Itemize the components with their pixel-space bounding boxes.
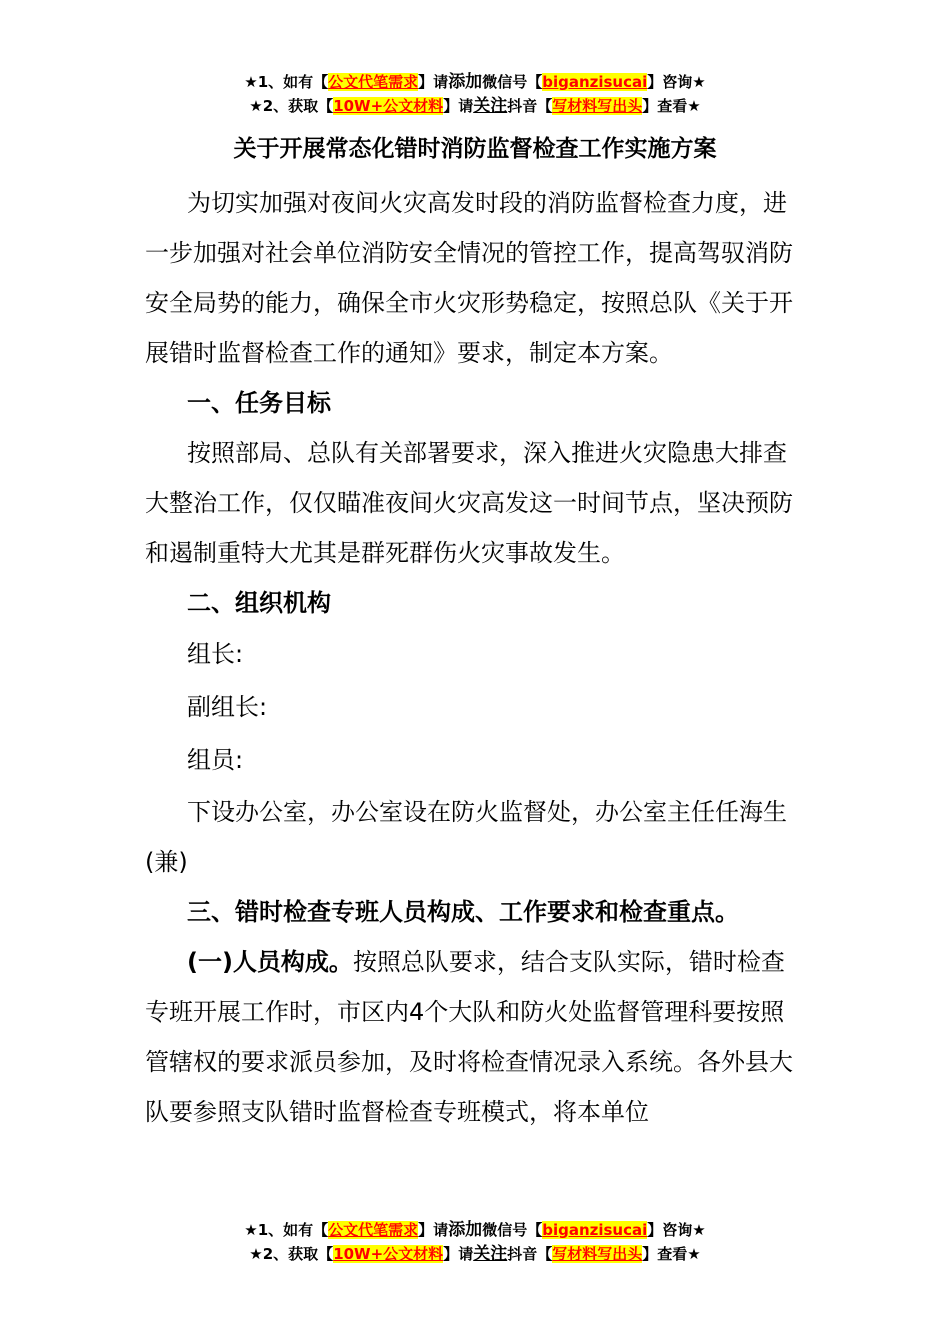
bottom-notice [0, 1218, 950, 1266]
intro-paragraph: 为切实加强对夜间火灾高发时段的消防监督检查力度，进一步加强对社会单位消防安全情况的管控工作，提高驾驭消防安全局势的能力，确保全市火灾形势稳定，按照总队《关于开展错时监督检查工作的通知》要求，制定本方案。 [145, 189, 793, 367]
notice-highlight: biganzisucai [542, 1221, 648, 1239]
subsection-text: 按照总队要求，结合支队实际，错时检查专班开展工作时，市区内4个大队和防火处监督管理科要按照管辖权的要求派员参加，及时将检查情况录入系统。各外县大队要参照支队错时监督检查专班模式，将本单位 [145, 948, 793, 1126]
notice-text: 微信号【 [482, 73, 543, 91]
notice-highlight: 10W+公文材料 [333, 1245, 444, 1263]
notice-line-1 [0, 1218, 950, 1242]
top-notice [0, 70, 950, 118]
notice-text: 】咨询★ [647, 73, 706, 91]
notice-line-2 [0, 94, 950, 118]
section-heading: 一、任务目标 [187, 389, 331, 417]
notice-text: 】请 [443, 1245, 474, 1263]
section-heading: 二、组织机构 [187, 589, 331, 617]
document-body [145, 178, 805, 1137]
subsection-heading: (一)人员构成。 [187, 948, 353, 976]
notice-highlight: biganzisucai [542, 73, 648, 91]
notice-highlight: 公文代笔需求 [328, 1221, 419, 1239]
notice-text: ★1、如有【 [244, 1221, 329, 1239]
notice-emphasis: 添加 [448, 72, 483, 92]
notice-highlight: 10W+公文材料 [333, 97, 444, 115]
notice-text: 】请 [443, 97, 474, 115]
document-title: 关于开展常态化错时消防监督检查工作实施方案 [233, 136, 717, 162]
notice-text: 微信号【 [482, 1221, 543, 1239]
notice-text: 】查看★ [642, 1245, 701, 1263]
notice-highlight: 写材料写出头 [552, 97, 643, 115]
leader-line: 组长: [187, 640, 244, 668]
notice-emphasis: 关注 [473, 96, 508, 116]
notice-text: ★2、获取【 [249, 97, 334, 115]
deputy-leader-line: 副组长: [187, 693, 268, 721]
subsection-paragraph [145, 937, 805, 1137]
notice-text: 抖音【 [507, 97, 553, 115]
notice-highlight: 公文代笔需求 [328, 73, 419, 91]
notice-text: 】查看★ [642, 97, 701, 115]
notice-text: ★1、如有【 [244, 73, 329, 91]
notice-text: 抖音【 [507, 1245, 553, 1263]
member-line: 组员: [187, 746, 244, 774]
notice-emphasis: 关注 [473, 1244, 508, 1264]
notice-highlight: 写材料写出头 [552, 1245, 643, 1263]
notice-line-2 [0, 1242, 950, 1266]
notice-emphasis: 添加 [448, 1220, 483, 1240]
office-paragraph: 下设办公室，办公室设在防火监督处，办公室主任任海生(兼) [145, 798, 787, 876]
section-paragraph: 按照部局、总队有关部署要求，深入推进火灾隐患大排查大整治工作，仅仅瞄准夜间火灾高发这一时间节点，坚决预防和遏制重特大尤其是群死群伤火灾事故发生。 [145, 439, 793, 567]
notice-line-1 [0, 70, 950, 94]
notice-text: 】请 [418, 1221, 449, 1239]
notice-text: ★2、获取【 [249, 1245, 334, 1263]
notice-text: 】咨询★ [647, 1221, 706, 1239]
notice-text: 】请 [418, 73, 449, 91]
section-heading: 三、错时检查专班人员构成、工作要求和检查重点。 [187, 898, 739, 926]
